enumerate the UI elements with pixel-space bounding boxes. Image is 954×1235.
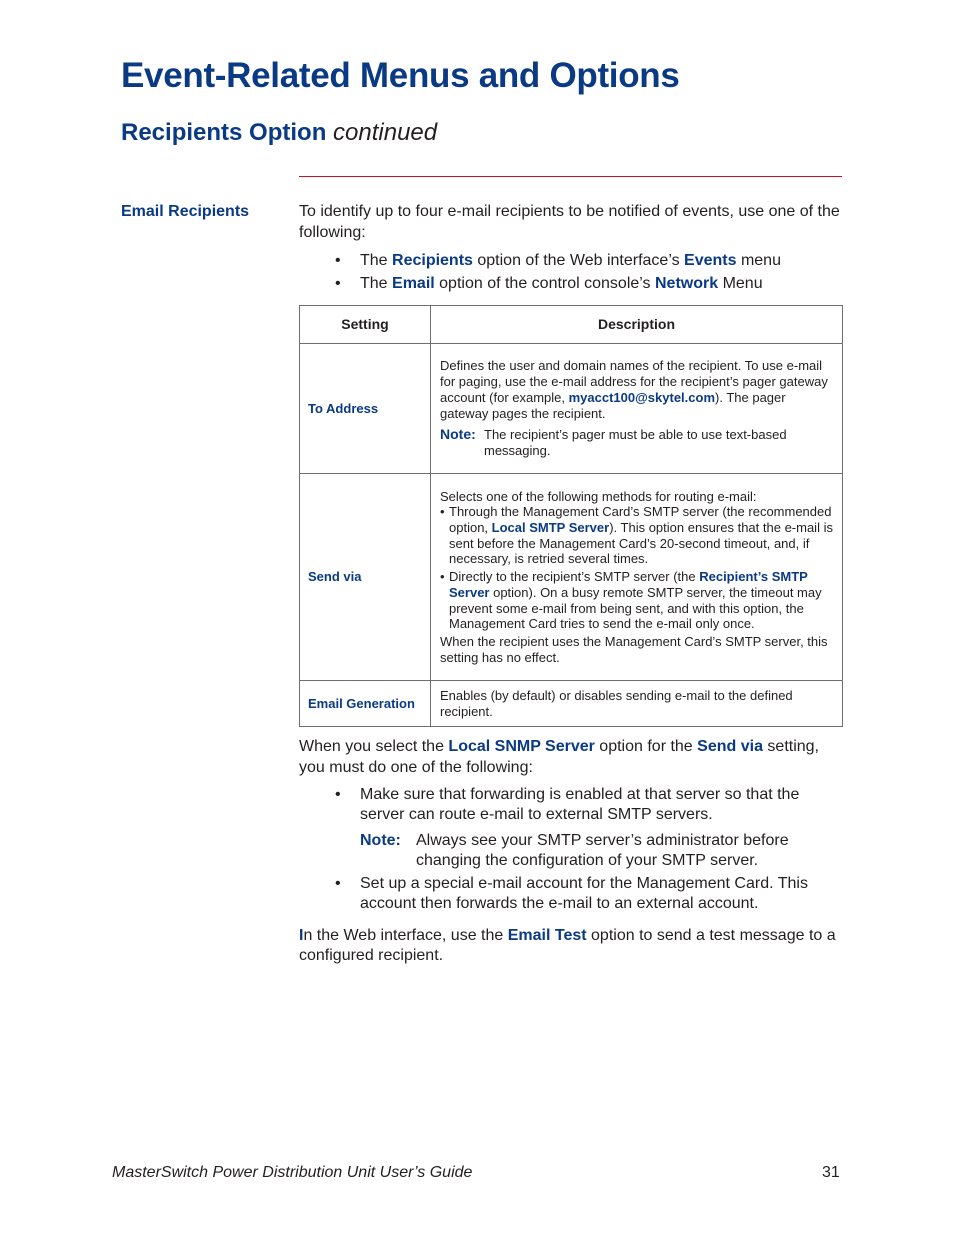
red-divider (299, 176, 842, 177)
table-row (300, 474, 843, 681)
actions-list (299, 785, 842, 825)
settings-table (299, 305, 843, 727)
setting-to-address: To Address (300, 344, 431, 474)
options-list (299, 250, 842, 294)
email-test-paragraph: In the Web interface, use the Email Test option to send a test message to a configured recipient. (299, 927, 836, 964)
example-email: myacct100@skytel.com (568, 389, 716, 405)
note-label: Note: (360, 832, 401, 849)
send-via-paragraph: When you select the Local SNMP Server option for the Send via setting, you must do one of the following: (299, 738, 819, 776)
header-description: Description (431, 306, 843, 344)
list-item: • Make sure that forwarding is enabled at that server so that the server can route e-mail to external SMTP servers. (299, 785, 842, 825)
note-text: Always see your SMTP server’s administrator before changing the configuration of your SMTP server. (416, 832, 789, 869)
setting-email-generation: Email Generation (300, 681, 431, 727)
subtitle-continued: continued (333, 119, 438, 146)
footer-title: MasterSwitch Power Distribution Unit User’s Guide (112, 1164, 473, 1181)
intro-paragraph: To identify up to four e-mail recipients to be notified of events, use one of the following: (299, 203, 840, 241)
description-email-generation: Enables (by default) or disables sending e-mail to the defined recipient. (431, 681, 843, 727)
section-subtitle (121, 119, 437, 147)
page-title: Event-Related Menus and Options (121, 56, 680, 95)
side-heading: Email Recipients (121, 203, 250, 220)
description-to-address: Defines the user and domain names of the recipient. To use e-mail for paging, use the e-mail address for the recipient’s pager gateway account (for example, myacct100@skytel.com). The pager gateway pages the recipient. Note: The recipient’s pager must be able to use text-based messaging. (431, 344, 843, 474)
description-send-via: Selects one of the following methods for routing e-mail: • Through the Management Card’s SMTP server (the recommended option, Local SMTP Server). This option ensures that the e-mail is sent before the Management Card’s 20-second timeout, and, if necessary, is retried several times. • Directly to the recipient’s SMTP server (the Recipient’s SMTP Server option). On a busy remote SMTP server, the timeout may prevent some e-mail from being sent, and with this option, the Management Card tries to send the e-mail only once. When the recipient uses the Management Card’s SMTP server, this setting has no effect. (431, 474, 843, 681)
list-item: • Directly to the recipient’s SMTP server (the Recipient’s SMTP Server option). On a busy remote SMTP server, the timeout may prevent some e-mail from being sent, and with this option, the Management Card tries to send the e-mail only once. (440, 569, 834, 632)
list-item: • Set up a special e-mail account for the Management Card. This account then forwards the e-mail to an external account. (299, 874, 842, 914)
actions-list-2 (299, 874, 842, 914)
table-row (300, 681, 843, 727)
page-number: 31 (822, 1164, 840, 1181)
table-header-row (300, 306, 843, 344)
table-row (300, 344, 843, 474)
list-item: • Through the Management Card’s SMTP server (the recommended option, Local SMTP Server). This option ensures that the e-mail is sent before the Management Card’s 20-second timeout, and, if necessary, is retried several times. (440, 504, 834, 567)
smtp-note (360, 831, 842, 871)
setting-send-via: Send via (300, 474, 431, 681)
header-setting: Setting (300, 306, 431, 344)
table-note: Note: The recipient’s pager must be able to use text-based messaging. (440, 426, 787, 458)
subtitle-text: Recipients Option (121, 119, 327, 146)
list-item: • The Email option of the control console’s Network Menu (299, 273, 842, 294)
list-item: • The Recipients option of the Web interface’s Events menu (299, 250, 842, 271)
